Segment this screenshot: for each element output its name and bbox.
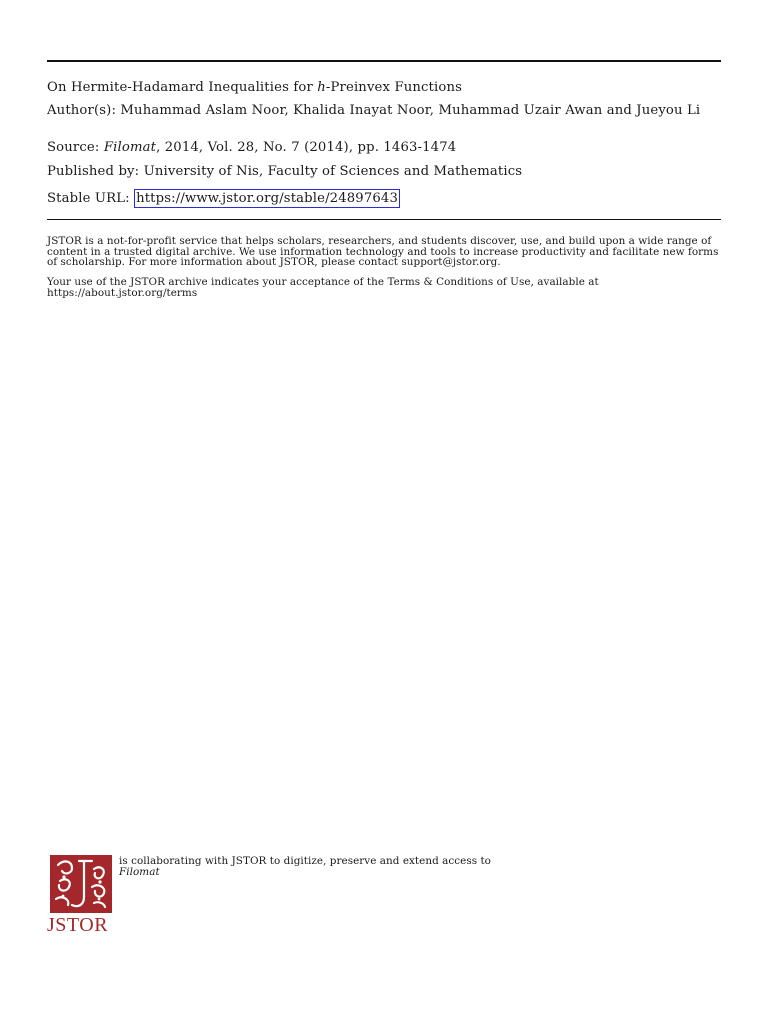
top-rule — [47, 60, 721, 62]
source-line — [47, 139, 456, 157]
authors-line — [47, 102, 721, 120]
authors-label: Author(s): — [47, 103, 117, 118]
jstor-logo-icon — [50, 855, 112, 913]
stable-url-label: Stable URL: — [47, 191, 130, 206]
title-italic: h — [317, 80, 326, 95]
source-details: , 2014, Vol. 28, No. 7 (2014), pp. 1463-1474 — [156, 140, 457, 155]
publisher-line — [47, 163, 522, 181]
collab-journal: Filomat — [119, 866, 160, 878]
publisher-label: Published by: — [47, 164, 140, 179]
authors-value: Muhammad Aslam Noor, Khalida Inayat Noor, Muhammad Uzair Awan and Jueyou Li — [120, 103, 701, 118]
stable-url-line — [47, 189, 400, 208]
source-label: Source: — [47, 140, 100, 155]
title-suffix: -Preinvex Functions — [325, 80, 463, 95]
title-prefix: On Hermite-Hadamard Inequalities for — [47, 80, 318, 95]
collab-text: is collaborating with JSTOR to digitize, preserve and extend access to — [119, 855, 491, 867]
middle-rule — [47, 219, 721, 220]
jstor-logo-wordmark: JSTOR — [47, 914, 109, 936]
stable-url-link[interactable]: https://www.jstor.org/stable/24897643 — [136, 191, 398, 206]
terms-notice: Your use of the JSTOR archive indicates your acceptance of the Terms & Conditions of Use, available at https://about.jstor.org/terms — [47, 276, 599, 299]
collaboration-statement — [119, 856, 491, 878]
source-journal: Filomat — [103, 140, 157, 155]
article-title — [47, 79, 462, 97]
jstor-about-notice: JSTOR is a not-for-profit service that helps scholars, researchers, and students discover, use, and build upon a wide range of content in a trusted digital archive. We use information technology and tools to increase productivity and facilitate new forms of scholarship. For more information about JSTOR, please contact support@jstor.org. — [47, 235, 719, 269]
publisher-value: University of Nis, Faculty of Sciences and Mathematics — [143, 164, 523, 179]
